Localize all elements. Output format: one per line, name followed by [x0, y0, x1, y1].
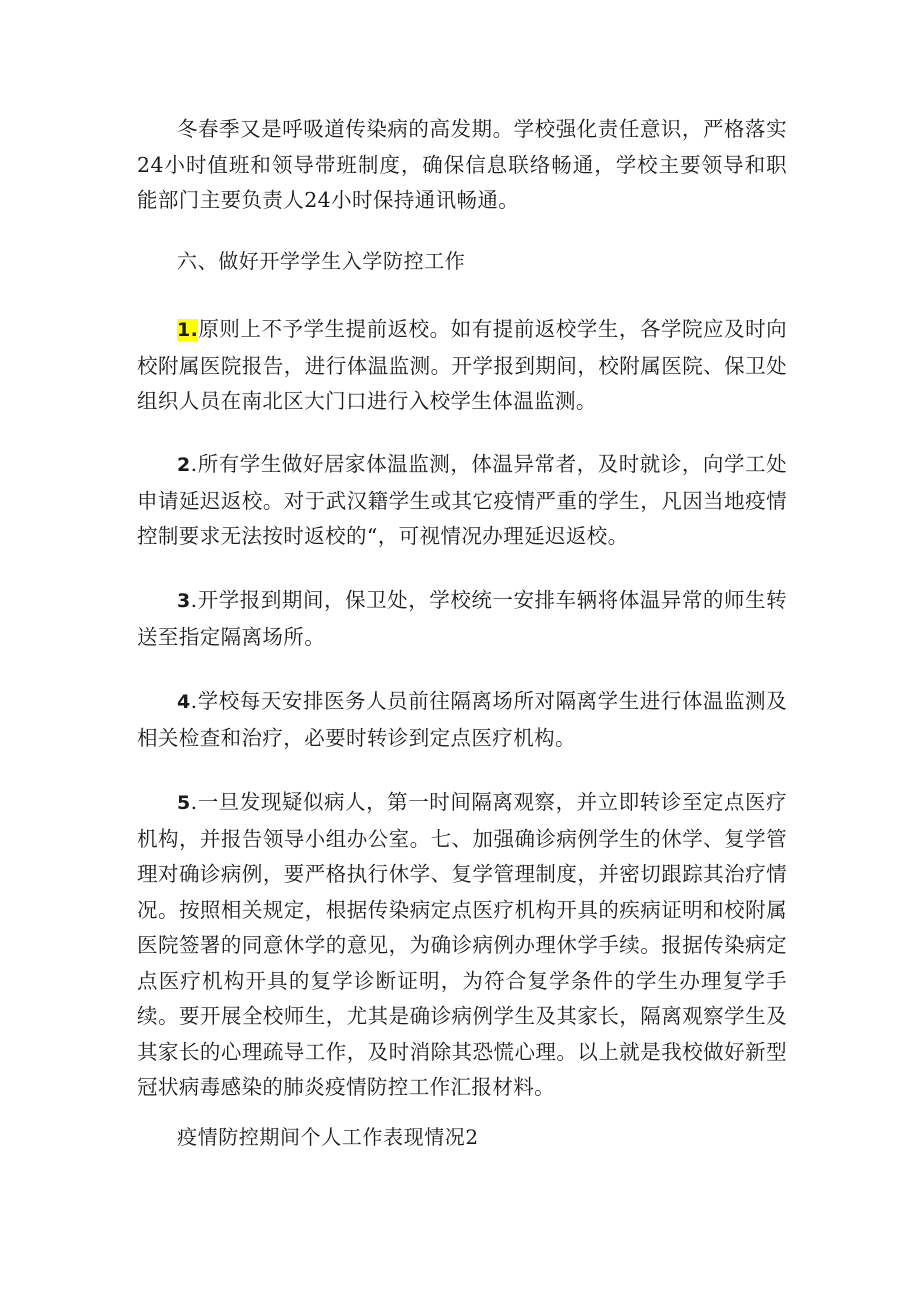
section-heading: 六、做好开学学生入学防控工作 [177, 249, 466, 273]
item-text: 原则上不予学生提前返校。如有提前返校学生，各学院应及时向校附属医院报告，进行体温监测。开学报到期间，校附属医院、保卫处组织人员在南北区大门口进行入校学生体温监测。 [137, 317, 787, 413]
item-text: .学校每天安排医务人员前往隔离场所对隔离学生进行体温监测及相关检查和治疗，必要时转诊到定点医疗机构。 [137, 689, 787, 750]
item-text: .所有学生做好居家体温监测，体温异常者，及时就诊，向学工处申请延迟返校。对于武汉籍学生或其它疫情严重的学生，凡因当地疫情控制要求无法按时返校的“，可视情况办理延迟返校。 [137, 452, 787, 548]
list-item-2 [137, 447, 787, 555]
list-item-1 [137, 312, 787, 420]
item-number: 4 [177, 691, 191, 713]
item-number: 2 [177, 454, 191, 476]
list-item-4 [137, 684, 787, 756]
list-item-5 [137, 785, 787, 1106]
item-text: .一旦发现疑似病人，第一时间隔离观察，并立即转诊至定点医疗机构，并报告领导小组办公室。七、加强确诊病例学生的休学、复学管理对确诊病例，要严格执行休学、复学管理制度，并密切跟踪其治疗情况。按照相关规定，根据传染病定点医疗机构开具的疾病证明和校附属医院签署的同意休学的意见，为确诊病例办理休学手续。报据传染病定点医疗机构开具的复学诊断证明，为符合复学条件的学生办理复学手续。要开展全校师生，尤其是确诊病例学生及其家长，隔离观察学生及其家长的心理疏导工作，及时消除其恐慌心理。以上就是我校做好新型冠状病毒感染的肺炎疫情防控工作汇报材料。 [137, 790, 787, 1099]
item-number: 3 [177, 590, 191, 612]
next-section-title: 疫情防控期间个人工作表现情况2 [177, 1125, 479, 1149]
item-number-highlighted: 1. [177, 319, 199, 341]
list-item-3 [137, 583, 787, 655]
item-number: 5 [177, 792, 191, 814]
item-text: .开学报到期间，保卫处，学校统一安排车辆将体温异常的师生转送至指定隔离场所。 [137, 588, 787, 649]
intro-paragraph: 冬春季又是呼吸道传染病的高发期。学校强化责任意识，严格落实24小时值班和领导带班制度，确保信息联络畅通，学校主要领导和职能部门主要负责人24小时保持通讯畅通。 [137, 117, 787, 212]
